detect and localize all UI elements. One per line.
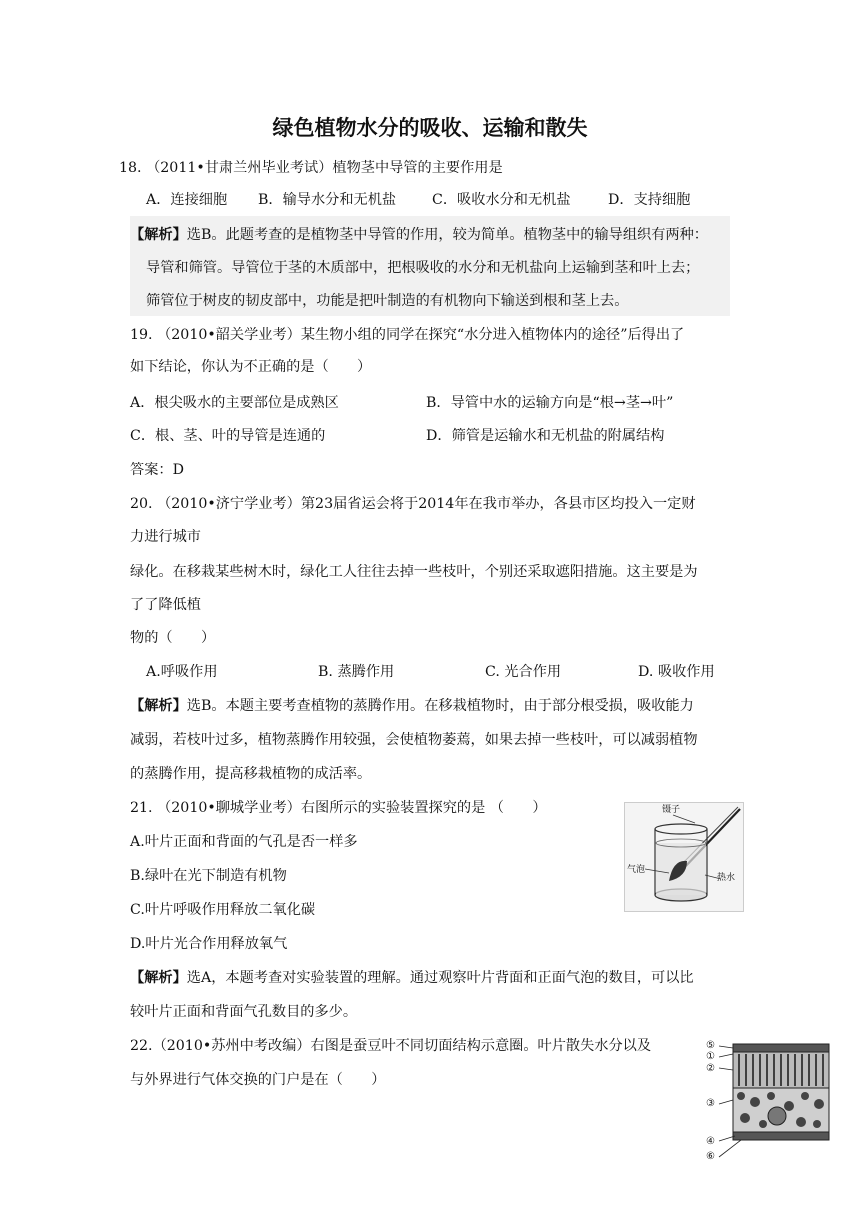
- analysis-tag: 【解析】: [130, 227, 187, 243]
- q22-stem-line1: 22.（2010•苏州中考改编）右图是蚕豆叶不同切面结构示意圈。叶片散失水分以及: [130, 1038, 652, 1054]
- q20-stem-line1: 20. （2010•济宁学业考）第23届省运会将于2014年在我市举办，各县市区均投入一定财: [130, 496, 696, 512]
- q21-option-d: D.叶片光合作用释放氧气: [130, 936, 288, 952]
- q20-analysis-line3: 的蒸腾作用，提高移栽植物的成活率。: [130, 766, 372, 782]
- leaf-label-5: ⑤: [706, 1040, 715, 1051]
- q18-option-d: D．支持细胞: [608, 192, 691, 208]
- q19-option-d: D．筛管是运输水和无机盐的附属结构: [426, 428, 665, 444]
- q20-option-a: A.呼吸作用: [146, 664, 218, 680]
- q20-option-b: B. 蒸腾作用: [318, 664, 395, 680]
- q21-option-b: B.绿叶在光下制造有机物: [130, 868, 287, 884]
- leaf-cross-section-figure: [705, 1040, 833, 1164]
- tweezers-label: 镊子: [662, 805, 681, 815]
- q20-stem-line3: 绿化。在移栽某些树木时，绿化工人往往去掉一些枝叶，个别还采取遮阳措施。这主要是为: [130, 564, 698, 580]
- q20-stem-line2: 力进行城市: [130, 529, 201, 545]
- q20-stem-line4: 了了降低植: [130, 597, 201, 613]
- q18-analysis-line1: 【解析】选B。此题考查的是植物茎中导管的作用，较为简单。植物茎中的输导组织有两种：: [130, 227, 708, 243]
- q18-option-a: A．连接细胞: [146, 192, 228, 208]
- beaker-experiment-figure: [624, 802, 744, 912]
- q21-analysis-line2: 较叶片正面和背面气孔数目的多少。: [130, 1004, 358, 1020]
- q18-option-b: B．输导水分和无机盐: [258, 192, 397, 208]
- q21-stem: 21. （2010•聊城学业考）右图所示的实验装置探究的是 （ ）: [130, 800, 547, 816]
- leaf-label-2: ②: [706, 1063, 715, 1074]
- q20-option-c: C. 光合作用: [485, 664, 562, 680]
- q19-stem-line1: 19. （2010•韶关学业考）某生物小组的同学在探究“水分进入植物体内的途径”后得出了: [130, 327, 685, 343]
- q18-option-c: C．吸收水分和无机盐: [432, 192, 571, 208]
- analysis-tag: 【解析】: [130, 698, 187, 714]
- q20-analysis-line2: 减弱，若枝叶过多，植物蒸腾作用较强，会使植物萎蔫，如果去掉一些枝叶，可以减弱植物: [130, 732, 698, 748]
- q19-stem-line2: 如下结论，你认为不正确的是（ ）: [130, 359, 372, 375]
- page-title: 绿色植物水分的吸收、运输和散失: [272, 116, 588, 140]
- leaf-label-4: ④: [706, 1136, 715, 1147]
- beaker-experiment-drawing: [625, 803, 743, 911]
- q19-answer: 答案：D: [130, 462, 184, 478]
- q20-option-d: D. 吸收作用: [638, 664, 715, 680]
- leaf-cross-section-drawing: [705, 1040, 833, 1164]
- q21-analysis-line1: 【解析】选A，本题考查对实验装置的理解。通过观察叶片背面和正面气泡的数目，可以比: [130, 970, 694, 986]
- leaf-label-1: ①: [706, 1051, 715, 1062]
- leaf-label-3: ③: [706, 1098, 715, 1109]
- analysis-tag: 【解析】: [130, 970, 187, 986]
- q20-stem-line5: 物的（ ）: [130, 630, 216, 646]
- q19-option-b: B．导管中水的运输方向是“根→茎→叶”: [426, 395, 674, 411]
- q22-stem-line2: 与外界进行气体交换的门户是在（ ）: [130, 1072, 386, 1088]
- q21-option-a: A.叶片正面和背面的气孔是否一样多: [130, 834, 358, 850]
- q18-analysis-line3: 筛管位于树皮的韧皮部中，功能是把叶制造的有机物向下输送到根和茎上去。: [146, 293, 629, 309]
- q18-analysis-line2: 导管和筛管。导管位于茎的木质部中，把根吸收的水分和无机盐向上运输到茎和叶上去；: [146, 260, 700, 276]
- q19-option-a: A．根尖吸水的主要部位是成熟区: [130, 395, 339, 411]
- q20-analysis-line1: 【解析】选B。本题主要考查植物的蒸腾作用。在移栽植物时，由于部分根受损，吸收能力: [130, 698, 694, 714]
- bubble-label: 气泡: [627, 865, 646, 875]
- q18-stem: 18. （2011•甘肃兰州毕业考试）植物茎中导管的主要作用是: [119, 160, 503, 176]
- leaf-label-6: ⑥: [706, 1151, 715, 1162]
- q19-option-c: C．根、茎、叶的导管是连通的: [130, 428, 326, 444]
- q21-option-c: C.叶片呼吸作用释放二氧化碳: [130, 902, 316, 918]
- hot-water-label: 热水: [717, 873, 736, 883]
